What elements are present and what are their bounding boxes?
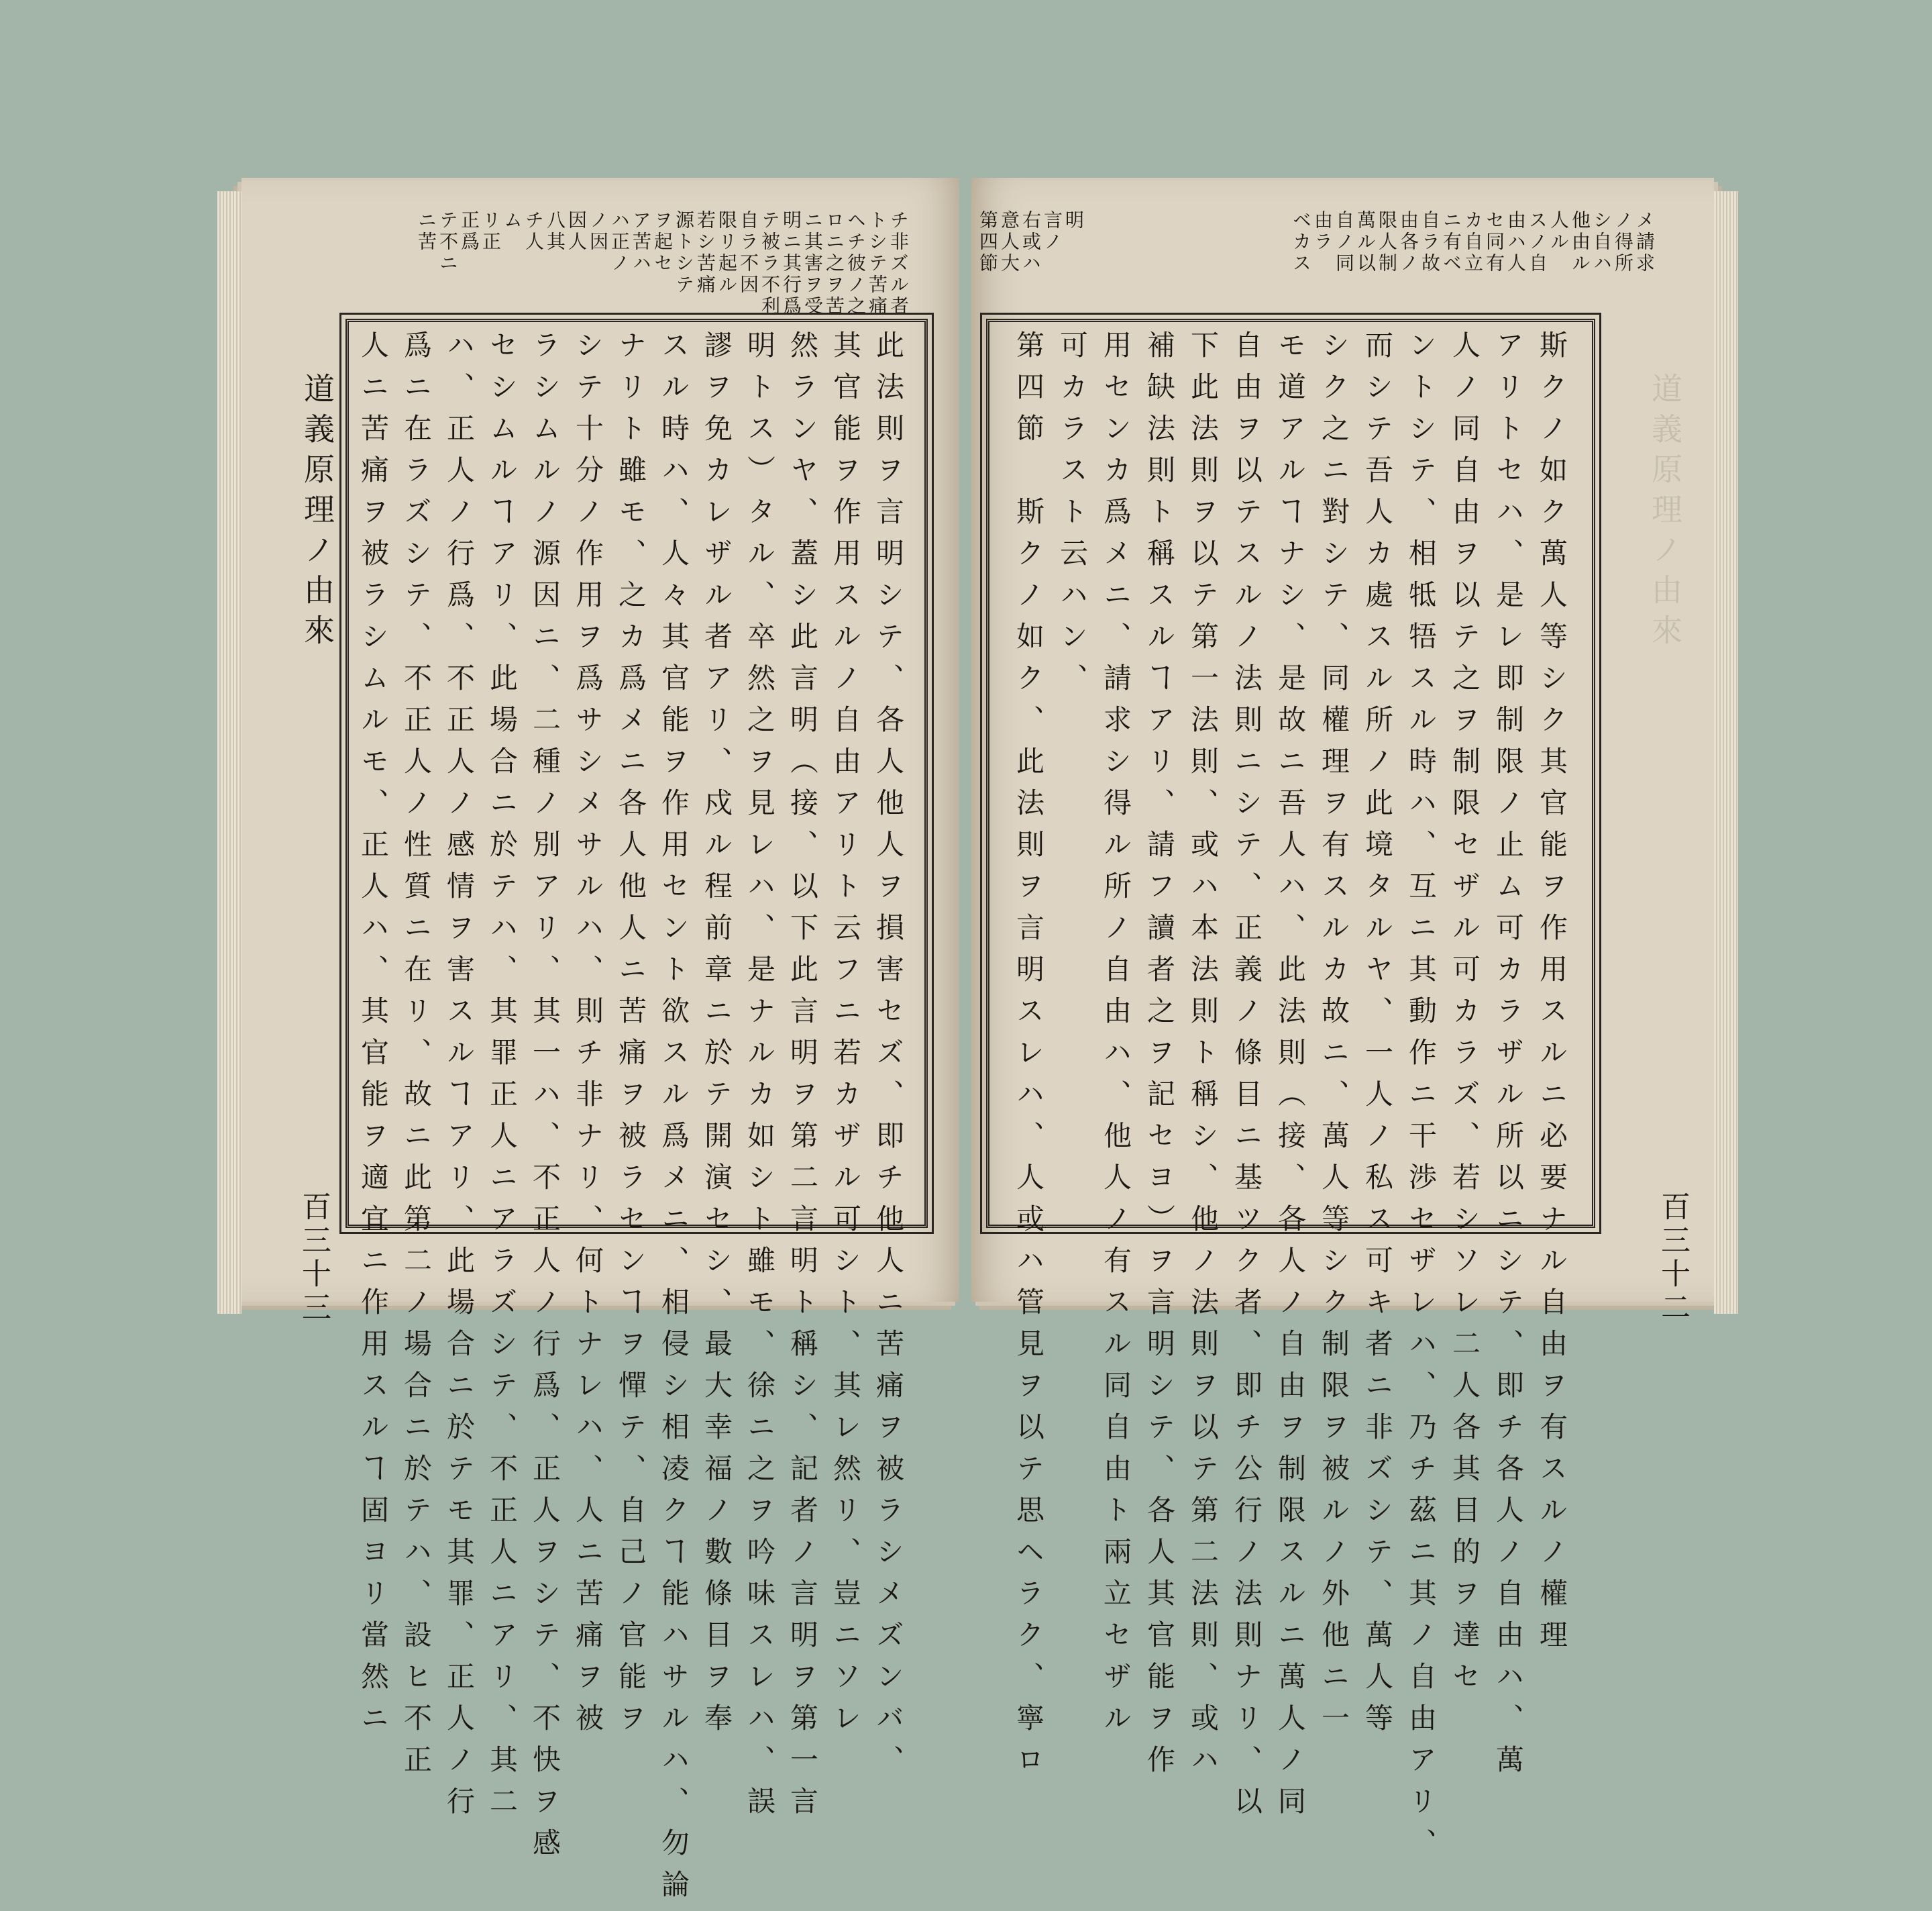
section-headnote: 右或ハ xyxy=(1020,210,1042,274)
text-frame xyxy=(986,319,1595,1869)
text-column: 用センカ爲メニ、請求シ得ル所ノ自由ハ、他人ノ有スル同自由ト兩立セザル xyxy=(1099,330,1132,1745)
running-head: 道義原理ノ由來 xyxy=(299,372,335,654)
text-column: 明トス）タル、卒然之ヲ見レハ、是ナルカ如シト雖モ、徐ニ之ヲ吟味スレハ、誤 xyxy=(743,330,776,1828)
headnote: テ被ラ不利 xyxy=(759,210,781,317)
right-page xyxy=(971,178,1714,1869)
page-number: 百三十二 xyxy=(1656,1191,1690,1325)
headnote: チ人 xyxy=(523,210,545,253)
headnote: 由各ノ xyxy=(1397,210,1419,274)
headnote: 他由ル xyxy=(1569,210,1591,274)
text-column: 人ノ同自由ヲ以テ之ヲ制限セザル可カラズ、若シソレ二人各其目的ヲ達セ xyxy=(1448,330,1481,1703)
text-column: ントシテ、相牴牾スル時ハ、互ニ其動作ニ干渉セザレハ、乃チ茲ニ其ノ自由アリ、 xyxy=(1405,330,1438,1869)
headnote: 自ラ不因 xyxy=(737,210,759,296)
headnote: ノ因 xyxy=(587,210,609,253)
page-edge xyxy=(1714,191,1738,1314)
headnote: ニ其害ヲ受 xyxy=(802,210,824,317)
headnote: カ自立 xyxy=(1462,210,1484,274)
headnote: 由ハ人 xyxy=(1505,210,1527,274)
text-column: 下此法則ヲ以テ第一法則、或ハ本法則ト稱シ、他ノ法則ヲ以テ第二法則、或ハ xyxy=(1187,330,1220,1786)
text-column: ラシムルノ源因ニ、二種ノ別アリ、其一ハ、不正人ノ行爲、正人ヲシテ、不快ヲ感 xyxy=(529,330,561,1869)
headnote: ハ正ノ xyxy=(608,210,631,274)
text-column: 人ニ苦痛ヲ被ラシムルモ、正人ハ、其官能ヲ適宜ニ作用スルヿ固ヨリ當然ニ xyxy=(357,330,390,1745)
text-column: 而シテ吾人カ處スル所ノ此境タルヤ、一人ノ私ス可キ者ニ非ズシテ、萬人等 xyxy=(1361,330,1394,1745)
headnote: シ自ハ xyxy=(1591,210,1613,274)
text-column: 自由ヲ以テスルノ法則ニシテ、正義ノ條目ニ基ツク者、即チ公行ノ法則ナリ、以 xyxy=(1230,330,1263,1828)
headnote: 正爲 xyxy=(458,210,480,253)
headnote: 由ラ xyxy=(1311,210,1334,253)
headnote: 若シ苦痛 xyxy=(694,210,716,296)
ghost-running-head: 道義原理ノ由來 xyxy=(1647,372,1683,654)
section-headnote: 意人大 xyxy=(998,210,1020,274)
headnote: チ非ズル者 xyxy=(888,210,910,317)
text-column: ナリト雖モ、之カ爲メニ各人他人ニ苦痛ヲ被ラセンヿヲ憚テ、自己ノ官能ヲ xyxy=(614,330,647,1745)
headnote: 人ル xyxy=(1548,210,1570,253)
text-column: 第四節 斯クノ如ク、此法則ヲ言明スレハ、人或ハ管見ヲ以テ思ヘラク、寧ロ xyxy=(1012,330,1045,1786)
headnote: ヲ起セ xyxy=(651,210,674,274)
headnote: 八其 xyxy=(544,210,566,253)
headnote: ノ得所 xyxy=(1612,210,1634,274)
text-column: 謬ヲ免カレザル者アリ、戍ル程前章ニ於テ開演セシ、最大幸福ノ數條目ヲ奉 xyxy=(700,330,733,1745)
headnote: ロニ之ヲ苦 xyxy=(823,210,845,317)
headnote: 限人制 xyxy=(1376,210,1398,274)
text-column: 斯クノ如ク萬人等シク其官能ヲ作用スルニ必要ナル自由ヲ有スルノ權理 xyxy=(1536,330,1568,1661)
text-column: 其官能ヲ作用スルノ自由アリト云フニ若カザル可シト、其レ然リ、豈ニソレ xyxy=(829,330,862,1745)
left-page xyxy=(241,178,959,1911)
text-column: 爲ニ在ラズシテ、不正人ノ性質ニ在リ、故ニ此第二ノ場合ニ於テハ、設ヒ不正 xyxy=(400,330,433,1786)
text-column: 此法則ヲ言明シテ、各人他人ヲ損害セズ、即チ他人ニ苦痛ヲ被ラシメズンバ、 xyxy=(872,330,905,1786)
section-headnote: 第四節 xyxy=(977,210,999,274)
headnote: リ正 xyxy=(480,210,502,253)
section-headnote: 明 xyxy=(1063,210,1085,231)
headnote: テ不ニ xyxy=(437,210,459,274)
headnote: ニ有ベ xyxy=(1440,210,1462,274)
headnote: 限リ起ル xyxy=(716,210,738,296)
text-column: シテ十分ノ作用ヲ爲サシメサルハ、則チ非ナリ、何トナレハ、人ニ苦痛ヲ被 xyxy=(572,330,604,1745)
text-column: モ道アルヿナシ、是故ニ吾人ハ、此法則（接、各人ノ自由ヲ制限スルニ萬人ノ同 xyxy=(1274,330,1307,1828)
section-headnote: 言ノ xyxy=(1041,210,1063,253)
text-frame xyxy=(345,319,928,1911)
text-column: スル時ハ、人々其官能ヲ作用セント欲スル爲メニ、相侵シ相凌クヿ能ハサルハ、勿論 xyxy=(657,330,690,1911)
headnote: ム xyxy=(501,210,523,231)
headnote: 明ニ其行爲 xyxy=(780,210,802,317)
text-column: ハ、正人ノ行爲、不正人ノ感情ヲ害スルヿアリ、此場合ニ於テモ其罪、正人ノ行 xyxy=(443,330,476,1828)
headnote: ヘチ彼ノ之 xyxy=(845,210,867,317)
page-number: 百三十三 xyxy=(297,1191,331,1325)
headnote: スノ自 xyxy=(1526,210,1548,274)
headnote: 萬ル以 xyxy=(1354,210,1377,274)
headnote: 自ラ故 xyxy=(1419,210,1441,274)
text-column: シク之ニ對シテ、同權理ヲ有スルカ故ニ、萬人等シク制限ヲ被ルノ外他ニ一 xyxy=(1318,330,1350,1745)
page-edge xyxy=(217,191,241,1314)
headnote: セ同有 xyxy=(1483,210,1505,274)
text-column: 可カラスト云ハン、 xyxy=(1056,330,1089,705)
headnote: 因人 xyxy=(566,210,588,253)
open-book xyxy=(241,178,1714,1911)
text-column: セシムルヿアリ、此場合ニ於テハ、其罪正人ニアラズシテ、不正人ニアリ、其二 xyxy=(486,330,519,1828)
headnote: メ請求 xyxy=(1633,210,1656,274)
headnote: ベカス xyxy=(1290,210,1312,274)
headnote: トシテ苦痛 xyxy=(866,210,888,317)
headnote: 自ノ同 xyxy=(1333,210,1355,274)
headnote: ア苦ハ xyxy=(630,210,652,274)
headnote: ニ苦 xyxy=(415,210,437,253)
text-column: 然ランヤ、蓋シ此言明（接、以下此言明ヲ第二言明ト稱シ、記者ノ言明ヲ第一言 xyxy=(786,330,819,1828)
headnote: 源トシテ xyxy=(673,210,695,296)
text-column: アリトセハ、是レ即制限ノ止ム可カラザル所以ニシテ、即チ各人ノ自由ハ、萬 xyxy=(1492,330,1525,1786)
text-column: 補缺法則ト稱スルヿアリ、請フ讀者之ヲ記セヨ）ヲ言明シテ、各人其官能ヲ作 xyxy=(1143,330,1176,1786)
